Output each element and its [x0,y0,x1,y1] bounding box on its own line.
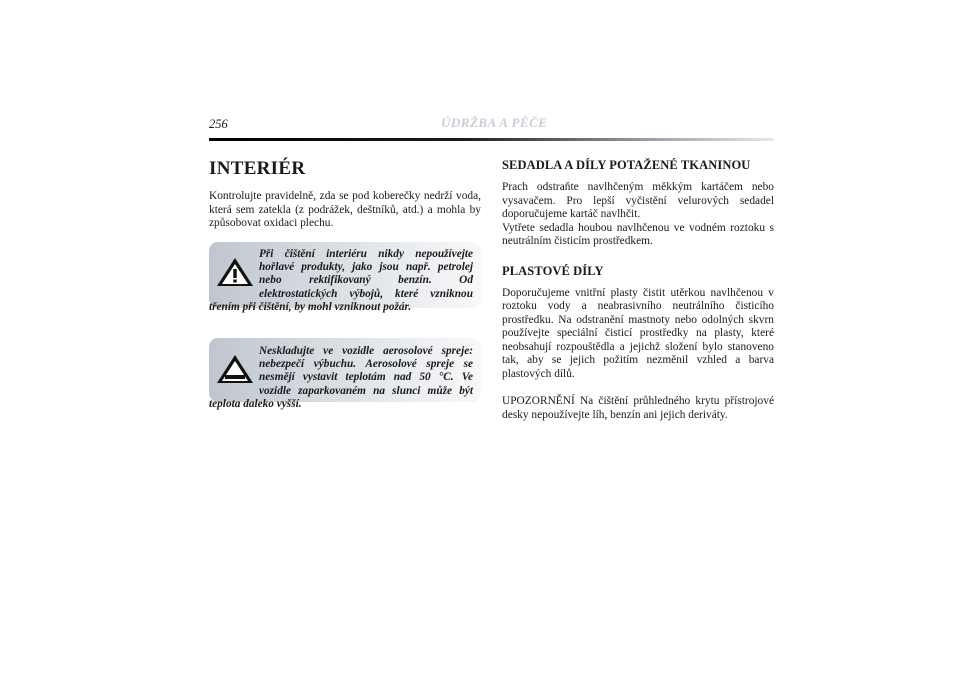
interior-heading: INTERIÉR [209,158,306,179]
interior-intro: Kontrolujte pravidelně, zda se pod koberečky nedrží voda, která sem zatekla (z podrážek, deštníků, atd.) a mohla by způsobovat oxidaci plechu. [209,190,481,229]
plastic-heading: PLASTOVÉ DÍLY [502,263,604,278]
aerosol-caution-text: Neskladujte ve vozidle aerosolové spreje: nebezpečí výbuchu. Aerosolové spreje se nesmějí vystavit teplotám nad 50 °C. Ve vozidle zaparkovaném na slunci může být teplota daleko vyšší. [209,345,473,410]
seats-paragraph-2: Vytřete sedadla houbou navlhčenou ve vodném roztoku s neutrálním čisticím prostředkem. [502,221,774,247]
right-column [502,158,774,422]
section-running-head: ÚDRŽBA A PÉČE [441,115,548,130]
plastic-note: UPOZORNĚNÍ Na čištění průhledného krytu přístrojové desky nepoužívejte líh, benzín ani jejich deriváty. [502,395,774,421]
page-number: 256 [209,117,228,131]
caution-triangle-icon [215,353,255,385]
seats-heading: SEDADLA A DÍLY POTAŽENÉ TKANINOU [502,158,751,172]
fire-warning-box [209,242,481,313]
fire-warning-text: Při čištění interiéru nikdy nepoužívejte hořlavé produkty, jako jsou např. petrolej nebo rektifikovaný benzín. Od elektrostatických výbojů, které vzniknou třením při čištění, by mohl vzniknout požár. [209,248,473,313]
seats-paragraph-1: Prach odstraňte navlhčeným měkkým kartáčem nebo vysavačem. Pro lepší vyčistění velurových sedadel doporučujeme kartáč navlhčit. [502,181,774,220]
plastic-paragraph: Doporučujeme vnitřní plasty čistit utěrkou navlhčenou v roztoku vody a neabrasivního neutrálního čisticího prostředku. Na odstranění mastnoty nebo odolných skvrn používejte speciální čisticí prostředky na plasty, které neobsahují rozpouštědla a jejichž složení bylo stanoveno tak, aby se jejich požitím nezměnil vzhled a barva plastových dílů. [502,286,774,380]
warning-triangle-icon [215,256,255,288]
header-rule [209,138,774,141]
left-column [209,158,481,410]
aerosol-caution-box [209,338,481,410]
